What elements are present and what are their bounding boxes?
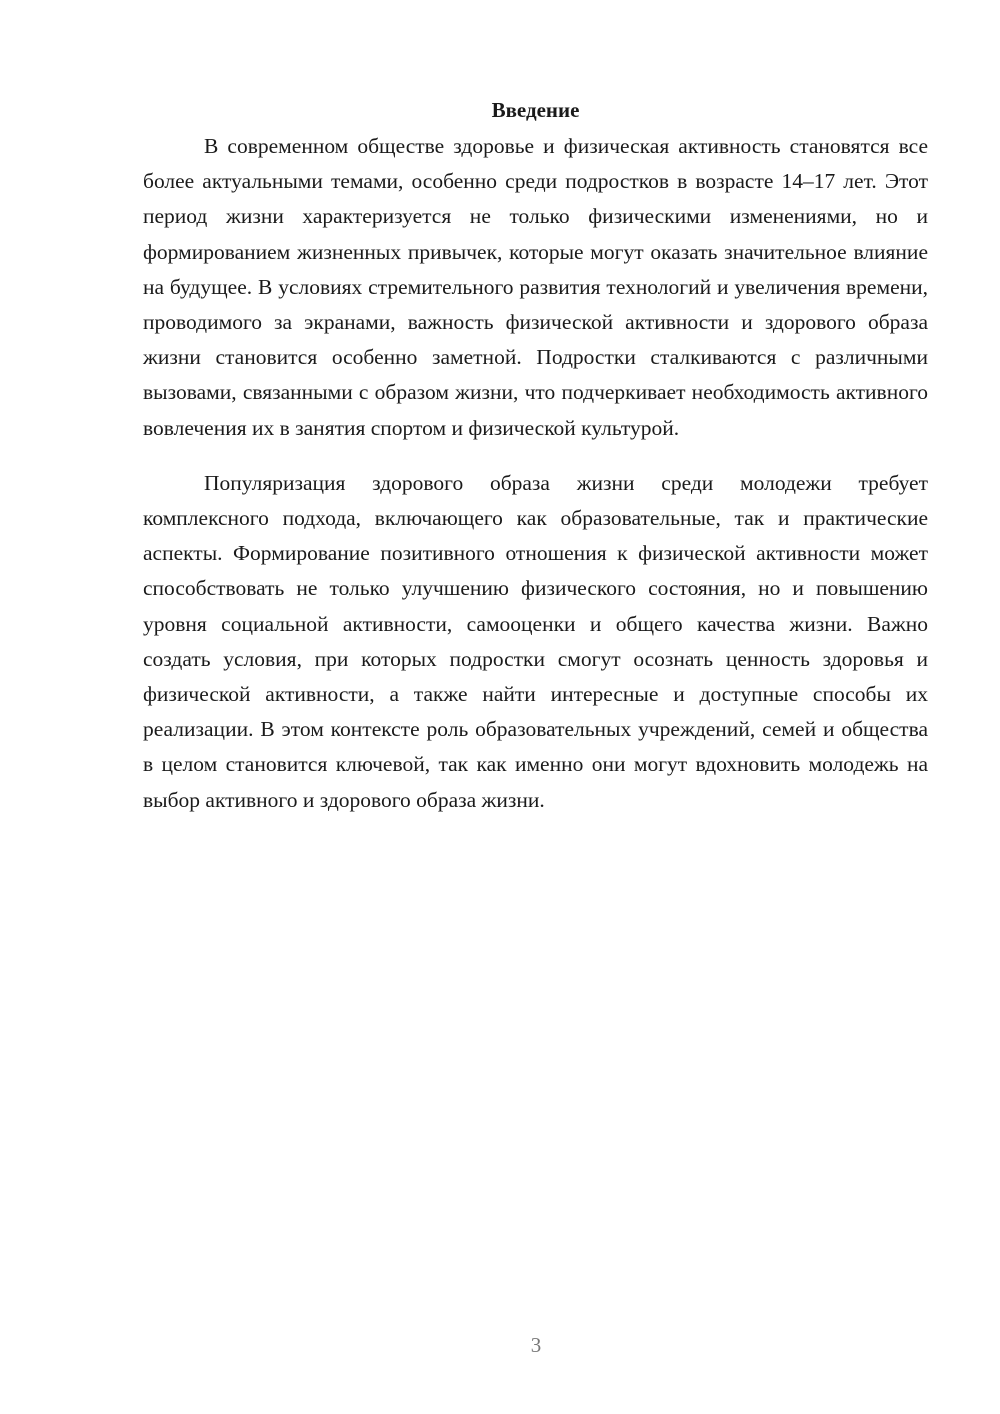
section-title: Введение (491, 98, 580, 122)
paragraph-2: Популяризация здорового образа жизни среди молодежи требует комплексного подхода, включающего как образовательные, так и практические аспекты. Формирование позитивного отношения к физической активности может способствовать не только улучшению физического состояния, но и повышению уровня социальной активности, самооценки и общего качества жизни. Важно создать условия, при которых подростки смогут осознать ценность здоровья и физической активности, а также найти интересные и доступные способы их реализации. В этом контексте роль образовательных учреждений, семей и общества в целом становится ключевой, так как именно они могут вдохновить молодежь на выбор активного и здорового образа жизни. (143, 470, 928, 812)
page-number: 3 (530, 1333, 542, 1357)
paragraph-1: В современном обществе здоровье и физическая активность становятся все более актуальными темами, особенно среди подростков в возрасте 14–17 лет. Этот период жизни характеризуется не только физическими изменениями, но и формированием жизненных привычек, которые могут оказать значительное влияние на будущее. В условиях стремительного развития технологий и увеличения времени, проводимого за экранами, важность физической активности и здорового образа жизни становится особенно заметной. Подростки сталкиваются с различными вызовами, связанными с образом жизни, что подчеркивает необходимость активного вовлечения их в занятия спортом и физической культурой. (143, 134, 928, 440)
page-content (143, 92, 928, 818)
